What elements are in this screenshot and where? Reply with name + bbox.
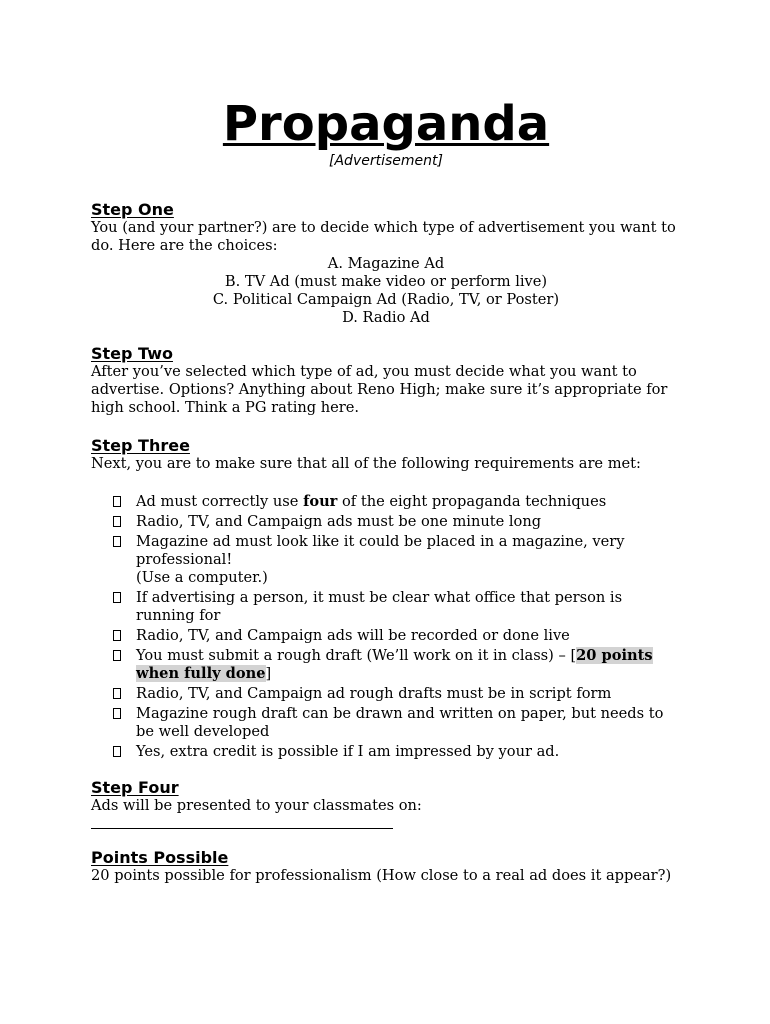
bullet-icon [113,630,121,641]
step-three-intro: Next, you are to make sure that all of the following requirements are met: [91,455,641,472]
list-item: Radio, TV, and Campaign ad rough drafts must be in script form [91,685,681,703]
list-item: Yes, extra credit is possible if I am impressed by your ad. [91,743,681,761]
bullet-icon [113,708,121,719]
points-text: 20 points possible for professionalism (How close to a real ad does it appear?) [91,867,672,884]
step-one-heading: Step One [91,200,174,219]
choice-c: C. Political Campaign Ad (Radio, TV, or Poster) [212,291,560,308]
list-item: If advertising a person, it must be clear what office that person is running for [91,589,681,625]
bullet-icon [113,746,121,757]
step-two-text: After you’ve selected which type of ad, you must decide what you want to advertise. Options? Anything about Reno High; make sure it’s appropriate for high school. Think a PG rating here. [91,363,668,416]
points-section [91,848,681,885]
list-item: Ad must correctly use four of the eight propaganda techniques [91,493,681,511]
bullet-icon [113,650,121,661]
step-two-heading: Step Two [91,344,173,363]
list-item: Magazine ad must look like it could be placed in a magazine, very professional! (Use a computer.) [91,533,681,587]
points-heading: Points Possible [91,848,229,867]
page-title: Propaganda [222,96,550,152]
step-four-text: Ads will be presented to your classmates on: [91,797,422,814]
list-item: Radio, TV, and Campaign ads must be one minute long [91,513,681,531]
bullet-icon [113,496,121,507]
requirements-list [91,493,681,761]
step-three-heading: Step Three [91,436,190,455]
date-blank-line [91,828,393,829]
list-item: Radio, TV, and Campaign ads will be recorded or done live [91,627,681,645]
choice-d: D. Radio Ad [342,309,430,326]
document-page [91,96,681,885]
choice-a: A. Magazine Ad [327,255,445,272]
bullet-icon [113,688,121,699]
step-four-section [91,778,681,829]
points-highlight: 20 points when fully done [136,647,653,682]
step-three-section [91,436,681,761]
step-one-section [91,200,681,327]
list-item: Magazine rough draft can be drawn and written on paper, but needs to be well developed [91,705,681,741]
choice-b: B. TV Ad (must make video or perform live) [224,273,548,290]
bullet-icon [113,536,121,547]
step-four-heading: Step Four [91,778,179,797]
step-two-section [91,344,681,417]
page-subtitle: [Advertisement] [329,153,443,169]
step-one-intro: You (and your partner?) are to decide which type of advertisement you want to do. Here are the choices: [91,219,676,254]
bullet-icon [113,592,121,603]
bullet-icon [113,516,121,527]
list-item: You must submit a rough draft (We’ll work on it in class) – [20 points when fully done] [91,647,681,683]
